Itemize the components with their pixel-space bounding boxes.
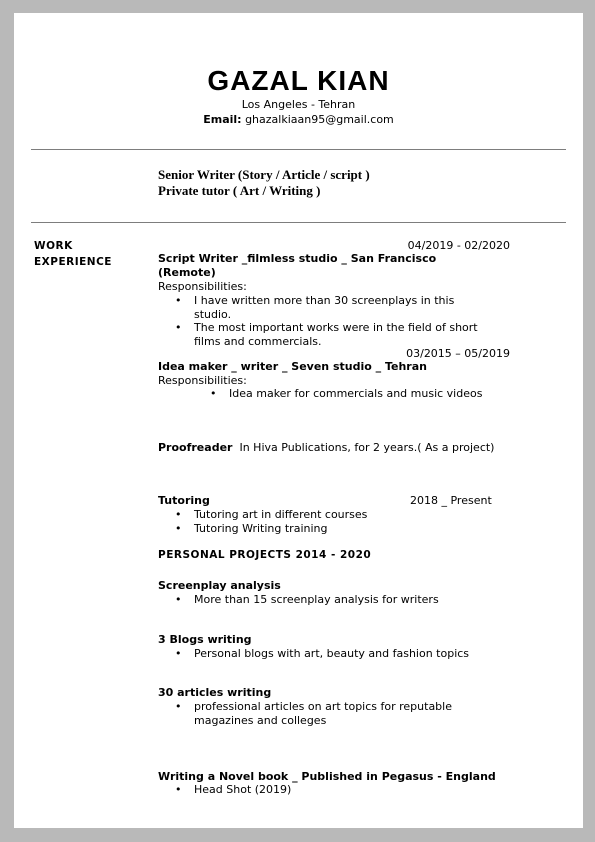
- list-item: • Personal blogs with art, beauty and fashion topics: [158, 647, 498, 661]
- email-address: ghazalkiaan95@gmail.com: [245, 113, 394, 126]
- proofreader-line: [158, 441, 494, 454]
- proofreader-title: Proofreader: [158, 441, 233, 454]
- list-item: • I have written more than 30 screenplays in this studio.: [158, 294, 478, 321]
- project-4-title: Writing a Novel book _ Published in Pegasus - England: [158, 770, 496, 783]
- project-4-bullets: [158, 783, 478, 797]
- job-2-title: Idea maker _ writer _ Seven studio _ Tehran: [158, 360, 427, 373]
- job-2-responsibilities-label: Responsibilities:: [158, 374, 247, 387]
- job-1-title: Script Writer _filmless studio _ San Francisco (Remote): [158, 252, 437, 279]
- divider-bottom: [31, 222, 566, 223]
- work-heading-line-1: WORK: [34, 240, 73, 252]
- job-2-bullets: [193, 387, 513, 401]
- list-item: [158, 700, 458, 727]
- email-label: Email:: [203, 113, 242, 126]
- project-2-bullets: [158, 647, 498, 661]
- project-3-bullets: [158, 700, 458, 727]
- project-3-bullet-text: professional articles on art topics for reputable magazines and colleges: [194, 700, 452, 727]
- work-heading-line-2: EXPERIENCE: [34, 256, 112, 268]
- list-item: • The most important works were in the field of short films and commercials.: [158, 321, 478, 348]
- project-2-title: 3 Blogs writing: [158, 633, 252, 646]
- list-item: • Idea maker for commercials and music videos: [193, 387, 513, 401]
- job-1-date: 04/2019 - 02/2020: [407, 239, 510, 252]
- job-2-date: 03/2015 – 05/2019: [406, 347, 510, 360]
- tutoring-title: Tutoring: [158, 494, 210, 507]
- project-1-bullets: [158, 593, 478, 607]
- project-1-title: Screenplay analysis: [158, 579, 281, 592]
- projects-heading: PERSONAL PROJECTS 2014 - 2020: [158, 549, 372, 561]
- tutoring-bullets: [158, 508, 478, 535]
- list-item: • Tutoring art in different courses: [158, 508, 478, 522]
- list-item: • Head Shot (2019): [158, 783, 478, 797]
- resume-page: [14, 13, 583, 828]
- role-line-2: Private tutor ( Art / Writing ): [158, 183, 321, 198]
- tutoring-date: 2018 _ Present: [410, 494, 492, 507]
- email-line: [14, 113, 583, 126]
- job-1-responsibilities-label: Responsibilities:: [158, 280, 247, 293]
- project-3-title: 30 articles writing: [158, 686, 272, 699]
- proofreader-text: In Hiva Publications, for 2 years.( As a project): [239, 441, 495, 454]
- role-line-1: Senior Writer (Story / Article / script ): [158, 167, 370, 182]
- candidate-name: GAZAL KIAN: [207, 65, 390, 96]
- job-1-bullets: [158, 294, 478, 348]
- list-item: • Tutoring Writing training: [158, 522, 478, 536]
- location: Los Angeles - Tehran: [241, 98, 356, 111]
- list-item: • More than 15 screenplay analysis for writers: [158, 593, 478, 607]
- divider-top: [31, 149, 566, 150]
